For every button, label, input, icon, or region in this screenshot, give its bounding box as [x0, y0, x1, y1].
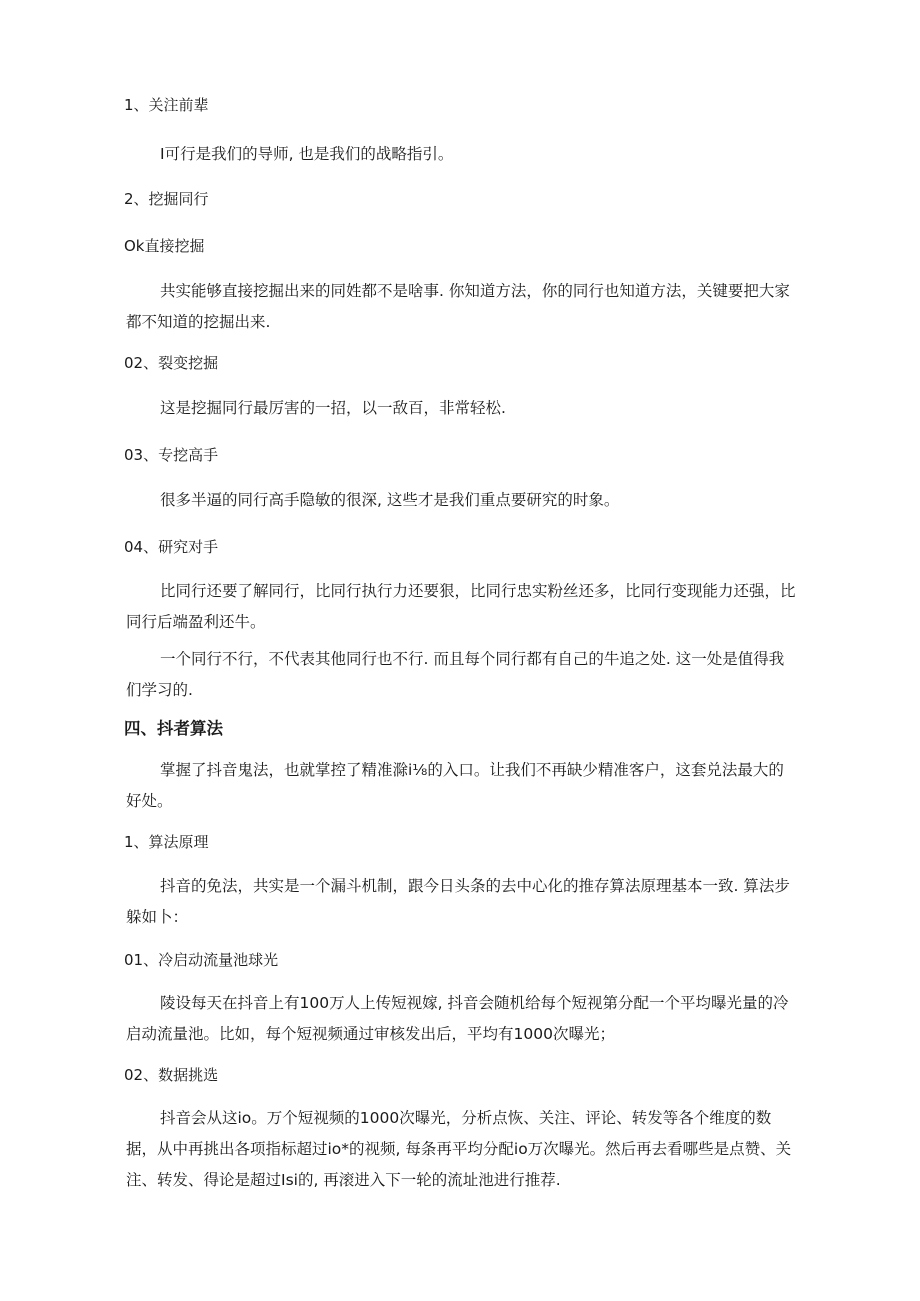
- paragraph-peers-as-mentors: I可行是我们的导师, 也是我们的战略指引。: [160, 145, 454, 163]
- heading-algorithm-principle: 1、算法原理: [124, 833, 209, 851]
- subheading-direct-mining: Ok直接挖掘: [124, 237, 205, 255]
- subheading-target-experts: 03、专挖高手: [124, 446, 219, 464]
- subheading-cold-start-pool: 01、冷启动流量池球光: [124, 951, 279, 969]
- paragraph-study-rivals: 比同行还要了解同行，比同行执行力还要狠，比同行忠实粉丝还多，比同行变现能力还强，比同行后端盈利还牛。: [126, 582, 796, 631]
- paragraph-data-selection: 抖音会从这io。万个短视频的1000次曝光，分析点恢、关注、评论、转发等各个维度的数据，从中再挑出各项指标超过io*的视频, 每条再平均分配io万次曝光。然后再去看哪些是点赞、关注、转发、得论是超过Isi的, 再滚进入下一轮的流址池进行推荐.: [126, 1109, 792, 1189]
- subheading-fission-mining: 02、裂变挖掘: [124, 354, 219, 372]
- paragraph-direct-mining: 共实能够直接挖掘出来的同姓都不是啥事. 你知道方法，你的同行也知道方法，关键要把大家都不知道的挖掘出来.: [126, 282, 790, 331]
- paragraph-target-experts: 很多半逼的同行高手隐敏的很深, 这些才是我们重点要研究的时象。: [160, 491, 620, 509]
- paragraph-cold-start-pool: 陵设每天在抖音上有100万人上传短视嫁, 抖音会随机给每个短视第分配一个平均曝光量的冷启动流量池。比如，每个短视频通过审核发出后，平均有1000次曝光；: [126, 994, 789, 1043]
- heading-follow-predecessors: 1、关注前辈: [124, 96, 209, 114]
- heading-mine-peers: 2、挖掘同行: [124, 190, 209, 208]
- subheading-study-rivals: 04、研究对手: [124, 538, 219, 556]
- paragraph-fission-mining: 这是挖掘同行最厉害的一招，以一敌百，非常轻松.: [160, 399, 506, 417]
- section-title-douyin-algorithm: 四、抖者算法: [124, 719, 223, 738]
- paragraph-learn-from-peers: 一个同行不行，不代表其他同行也不行. 而且每个同行都有自己的牛追之处. 这一处是值得我们学习的.: [126, 650, 785, 699]
- subheading-data-selection: 02、数据挑选: [124, 1066, 219, 1084]
- paragraph-master-algorithm: 掌握了抖音鬼法，也就掌控了精准滁i⅛的入口。让我们不再缺少精准客户，这套兑法最大的好处。: [126, 761, 784, 810]
- paragraph-funnel-mechanism: 抖音的免法，共实是一个漏斗机制，跟今日头条的去中心化的推存算法原理基本一致. 算法步躲如卜：: [126, 877, 790, 926]
